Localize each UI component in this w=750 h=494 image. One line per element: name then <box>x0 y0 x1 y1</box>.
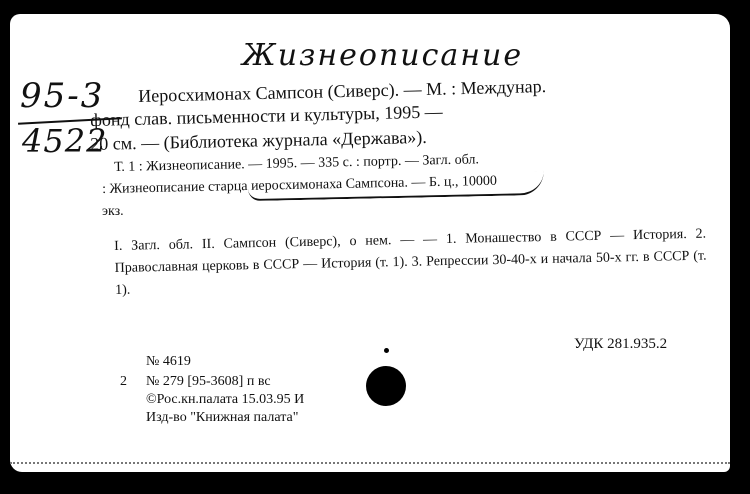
card-bottom-edge <box>10 462 730 464</box>
entry-line-6: экз. <box>102 204 124 219</box>
handwritten-shelf-code: 95-3 <box>20 76 105 116</box>
handwritten-underline <box>248 171 544 201</box>
card-paper <box>10 14 730 472</box>
footer-copyright: ©Рос.кн.палата 15.03.95 И <box>146 392 305 407</box>
subject-headings: I. Загл. обл. II. Сампсон (Сиверс), о нем. — — 1. Монашество в СССР — История. 2. Православная церковь в СССР — История (т. 1). 3. Репрессии 30-40-х и начала 50-х гг. в СССР (т. 1). <box>114 226 707 298</box>
footer-copies: 2 <box>120 374 127 389</box>
handwritten-inventory-number: 4522 <box>22 122 108 160</box>
footer-number-2: № 279 [95-3608] п вс <box>146 374 271 389</box>
entry-line-3: 20 см. — (Библиотека журнала «Держава»). <box>90 126 427 154</box>
udk-code: УДК 281.935.2 <box>574 336 668 352</box>
entry-line-5: : Жизнеописание старца иеросхимонаха Сампсона. — Б. ц., 10000 <box>102 173 498 197</box>
footer-number-1: № 4619 <box>146 354 191 369</box>
ink-blot <box>366 366 406 406</box>
entry-line-1: Иеросхимонах Сампсон (Сиверс). — М. : Междунар. <box>138 76 547 106</box>
handwritten-heading: Жизнеописание <box>242 38 524 73</box>
entry-line-2: фонд слав. письменности и культуры, 1995 — <box>90 101 443 130</box>
ink-speck <box>384 348 389 353</box>
footer-publisher: Изд-во "Книжная палата" <box>146 410 299 425</box>
entry-line-4: Т. 1 : Жизнеописание. — 1995. — 335 с. : портр. — Загл. обл. <box>114 152 480 175</box>
